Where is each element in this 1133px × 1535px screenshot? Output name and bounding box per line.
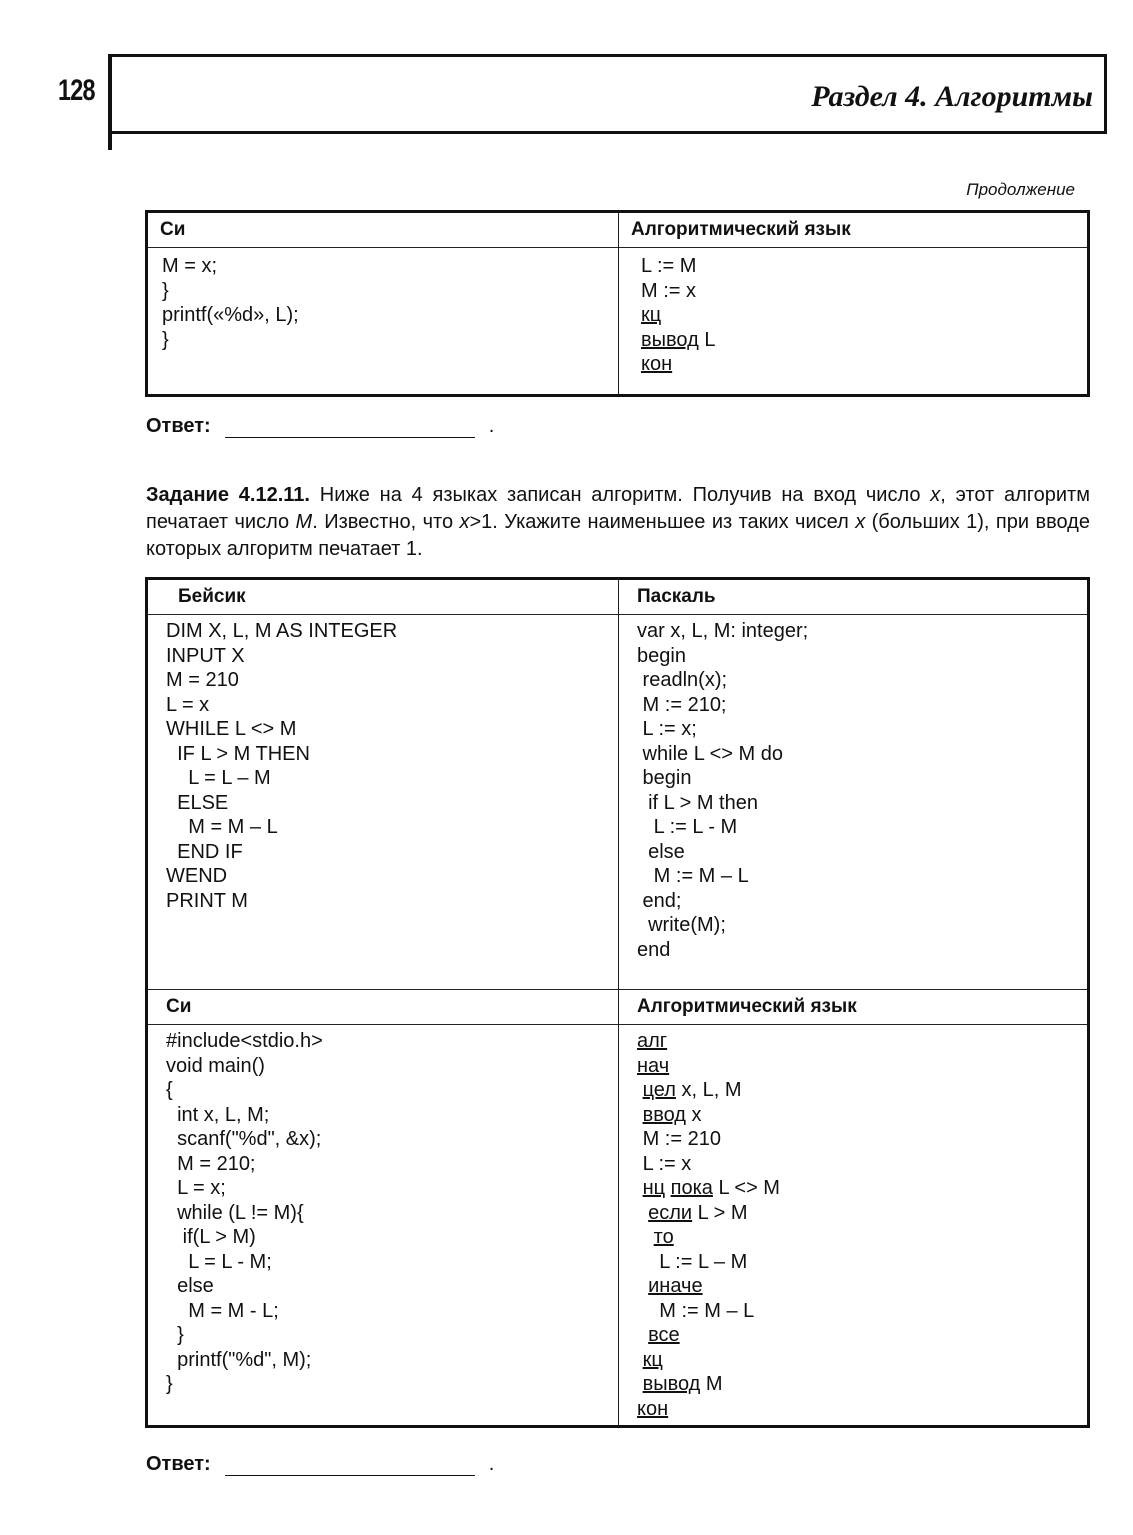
c-code-line: else xyxy=(166,1275,214,1297)
task-var-m: M xyxy=(295,511,313,533)
top-algo-code-cell xyxy=(619,248,1089,396)
pascal-code-line: if L > M then xyxy=(637,791,758,814)
c-code-line: { xyxy=(166,1079,173,1101)
pascal-code-cell xyxy=(619,615,1089,990)
pascal-code-line: M := 210; xyxy=(637,693,727,716)
algo-code-line xyxy=(637,1054,1087,1079)
algo-code-line xyxy=(637,1348,1087,1373)
keyword: кц xyxy=(641,304,662,326)
pascal-code-line: begin xyxy=(637,644,686,667)
algo-code-line xyxy=(637,1274,1087,1299)
keyword: нач xyxy=(637,1054,670,1077)
basic-code-cell xyxy=(147,615,619,990)
task-var-x2: x xyxy=(855,511,866,533)
task-text-2: , этот алгоритм печатает число xyxy=(146,484,1090,533)
task-var-x: x xyxy=(930,484,941,506)
algo-code-line: если L > M xyxy=(648,1201,748,1224)
top-algo-code-line xyxy=(641,303,1087,328)
basic-code-line: M = 210 xyxy=(166,669,239,691)
top-c-code-line: } xyxy=(162,279,169,302)
answer-blank[interactable] xyxy=(225,1457,475,1476)
algo-code-line: M := 210 xyxy=(642,1128,721,1150)
basic-code-line: END IF xyxy=(166,840,243,863)
task-cond-x: x xyxy=(459,511,470,533)
task-text-4: >1. Укажите наименьшее из таких чисел xyxy=(469,511,856,533)
basic-code-line: WEND xyxy=(166,865,228,887)
top-algo-header: Алгоритмический язык xyxy=(631,219,851,240)
keyword: алг xyxy=(637,1030,668,1052)
pascal-code-line: M := M – L xyxy=(637,865,749,887)
algo-header: Алгоритмический язык xyxy=(637,996,857,1017)
basic-code-line: WHILE L <> M xyxy=(166,718,297,740)
c-code-line: M = 210; xyxy=(166,1152,256,1175)
c-code-line: L = x; xyxy=(166,1177,226,1199)
top-c-code-line: M = x; xyxy=(162,255,218,277)
basic-code xyxy=(148,619,618,913)
algo-code-line: L := L – M xyxy=(659,1250,748,1273)
continuation-label: Продолжение xyxy=(966,180,1075,199)
keyword: иначе xyxy=(648,1275,703,1297)
task-label: Задание 4.12.11. xyxy=(146,484,310,506)
top-c-code-cell xyxy=(147,248,619,396)
c-header-cell xyxy=(147,990,619,1025)
algo-code-line xyxy=(637,1397,1087,1422)
pascal-code-line: readln(x); xyxy=(637,669,728,691)
top-algo-code-line: M := x xyxy=(641,279,697,302)
c-code-line: void main() xyxy=(166,1054,265,1077)
pascal-code-line: write(M); xyxy=(637,914,726,936)
keyword: если xyxy=(648,1201,693,1224)
top-algo-code-line xyxy=(641,352,1087,377)
task-text-1: Ниже на 4 языках записан алгоритм. Получив на вход число xyxy=(309,484,931,506)
pascal-code-line: while L <> M do xyxy=(637,742,784,765)
c-code-line: } xyxy=(166,1324,184,1346)
pascal-code-line: else xyxy=(637,840,685,863)
keyword: вывод xyxy=(642,1373,701,1395)
pascal-code-line: end; xyxy=(637,889,682,912)
keyword: все xyxy=(648,1324,680,1346)
basic-header-cell xyxy=(147,579,619,615)
algo-code-cell xyxy=(619,1025,1089,1427)
pascal-header: Паскаль xyxy=(637,586,716,607)
basic-code-line: M = M – L xyxy=(166,816,278,838)
top-c-code-line: printf(«%d», L); xyxy=(162,304,299,326)
top-code-table xyxy=(145,210,1090,397)
c-code-cell xyxy=(147,1025,619,1427)
pascal-code-line: L := L - M xyxy=(637,816,738,838)
top-algo-header-cell xyxy=(619,212,1089,248)
c-code-line: while (L != M){ xyxy=(166,1201,304,1224)
pascal-code-line: L := x; xyxy=(637,718,697,740)
top-c-header-cell xyxy=(147,212,619,248)
pascal-code xyxy=(619,619,1087,962)
main-code-table xyxy=(145,577,1090,1428)
c-code-line: scanf("%d", &x); xyxy=(166,1128,322,1150)
algo-header-cell xyxy=(619,990,1089,1025)
top-algo-code-line: L := M xyxy=(641,255,697,277)
section-title: Раздел 4. Алгоритмы xyxy=(811,80,1093,113)
algo-code-line: нц пока L <> M xyxy=(642,1177,780,1199)
answer-line-2 xyxy=(146,1453,494,1476)
c-code-line: int x, L, M; xyxy=(166,1103,270,1126)
keyword: кц xyxy=(642,1348,663,1371)
basic-code-line: IF L > M THEN xyxy=(166,742,310,765)
keyword: пока xyxy=(670,1177,713,1199)
answer-dot: . xyxy=(488,1453,495,1475)
top-c-header: Си xyxy=(160,219,186,240)
keyword: вывод xyxy=(641,328,699,351)
basic-code-line: L = x xyxy=(166,693,210,716)
top-c-code xyxy=(148,254,618,352)
algo-code-line: вывод M xyxy=(642,1373,723,1395)
algo-code-line xyxy=(637,1225,1087,1250)
keyword: кон xyxy=(641,353,673,375)
algo-code-line xyxy=(637,1029,1087,1054)
basic-code-line: PRINT M xyxy=(166,889,248,912)
c-header: Си xyxy=(166,996,192,1017)
answer-label: Ответ: xyxy=(146,415,211,437)
basic-code-line: DIM X, L, M AS INTEGER xyxy=(166,620,398,642)
algo-code-line: M := M – L xyxy=(659,1299,755,1322)
pascal-code-line: end xyxy=(637,938,671,961)
keyword: то xyxy=(653,1226,674,1248)
top-algo-code xyxy=(619,254,1087,377)
basic-header: Бейсик xyxy=(178,586,246,607)
task-text-5: (больших 1), при вводе которых алгоритм печатает 1. xyxy=(146,511,1090,560)
c-code-line: #include<stdio.h> xyxy=(166,1030,323,1052)
task-text-3: . Известно, что xyxy=(312,511,460,533)
c-code-line: if(L > M) xyxy=(166,1226,256,1248)
basic-code-line: INPUT X xyxy=(166,644,245,667)
keyword: ввод xyxy=(642,1103,686,1126)
c-code-line: L = L - M; xyxy=(166,1250,272,1273)
c-code-line: M = M - L; xyxy=(166,1299,279,1322)
basic-code-line: L = L – M xyxy=(166,767,271,789)
top-c-code-line: } xyxy=(162,328,169,351)
c-code-line: } xyxy=(166,1373,173,1395)
algo-code-line: L := x xyxy=(642,1152,692,1175)
top-algo-code-line: вывод L xyxy=(641,328,716,351)
algo-code-line xyxy=(637,1323,1087,1348)
pascal-header-cell xyxy=(619,579,1089,615)
header-stem xyxy=(108,128,112,150)
keyword: цел xyxy=(642,1079,676,1101)
answer-label: Ответ: xyxy=(146,1453,211,1475)
task-paragraph xyxy=(146,482,1090,563)
keyword: кон xyxy=(637,1397,669,1420)
basic-code-line: ELSE xyxy=(166,791,229,814)
keyword: нц xyxy=(642,1177,666,1199)
c-code-line: printf("%d", M); xyxy=(166,1348,312,1371)
answer-blank[interactable] xyxy=(225,419,475,438)
pascal-code-line: begin xyxy=(637,767,692,789)
c-code xyxy=(148,1029,618,1397)
algo-code-line: ввод x xyxy=(642,1103,702,1126)
algo-code xyxy=(619,1029,1087,1421)
algo-code-line: цел x, L, M xyxy=(642,1079,742,1101)
answer-line-1 xyxy=(146,415,494,438)
page-number: 128 xyxy=(58,74,95,107)
answer-dot: . xyxy=(488,415,495,437)
pascal-code-line: var x, L, M: integer; xyxy=(637,620,809,642)
